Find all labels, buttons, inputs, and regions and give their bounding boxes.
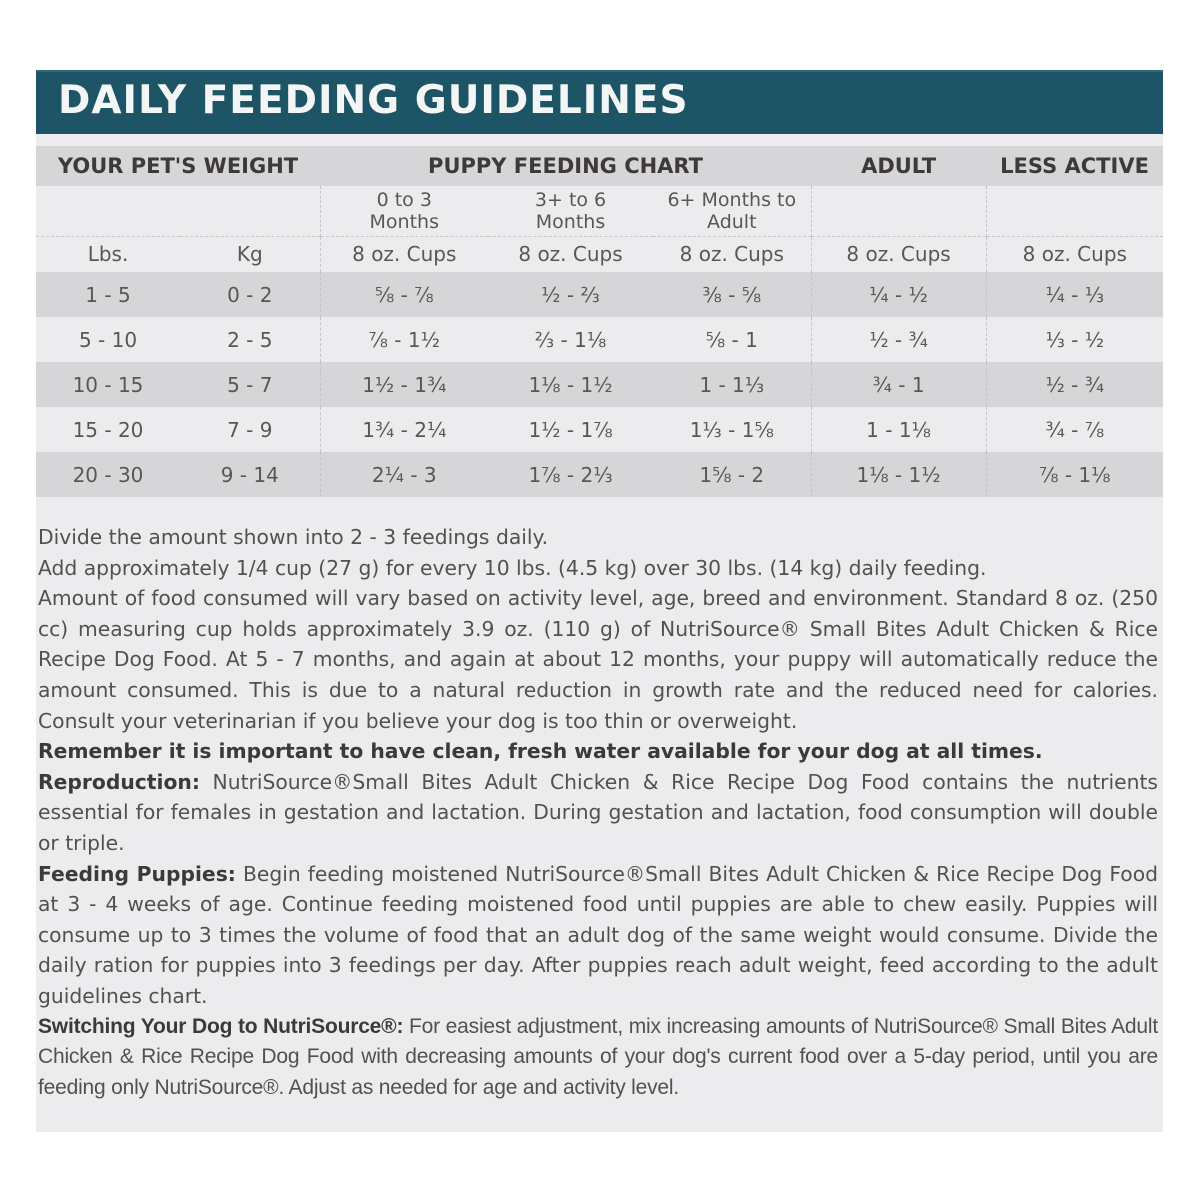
cell-lbs: 10 - 15 [72, 372, 144, 397]
cell-adult: ¾ - 1 [811, 362, 986, 407]
cell-less-active: ⅓ - ½ [986, 317, 1163, 362]
table-unit-row [36, 236, 1163, 272]
title-bar [36, 70, 1163, 134]
cell-less-active: ¾ - ⅞ [986, 407, 1163, 452]
page-title: DAILY FEEDING GUIDELINES [58, 78, 689, 123]
unit-cups: 8 oz. Cups [320, 236, 488, 272]
cell-puppy-3-6: 1⅛ - 1½ [528, 372, 613, 397]
note-feeding-puppies: Feeding Puppies: Begin feeding moistened NutriSource®Small Bites Adult Chicken & Rice Recipe Dog Food at 3 - 4 weeks of age. Continue feeding moistened food until puppies are able to chew easily. Puppies will consume up to 3 times the volume of food that an adult dog of the same weight would consume. Divide the daily ration for puppies into 3 feedings per day. After puppies reach adult weight, feed according to the adult guidelines chart. [38, 861, 1158, 1008]
note-divide: Divide the amount shown into 2 - 3 feedings daily. [38, 525, 549, 549]
subheader-0-to-3-months: 0 to 3 Months [320, 186, 488, 236]
unit-cups: 8 oz. Cups [986, 236, 1163, 272]
table-group-header-row [36, 146, 1163, 186]
cell-kg: 5 - 7 [227, 372, 273, 397]
cell-lbs: 5 - 10 [78, 327, 138, 352]
unit-cups: 8 oz. Cups [811, 236, 986, 272]
feeding-instructions [38, 522, 1158, 1103]
unit-cups: 8 oz. Cups [653, 236, 811, 272]
cell-kg: 2 - 5 [227, 327, 273, 352]
switching-label: Switching Your Dog to NutriSource®: [38, 1014, 404, 1038]
feeding-chart-table [36, 146, 1163, 497]
subheader-3-to-6-months: 3+ to 6 Months [534, 188, 607, 233]
cell-lbs: 20 - 30 [72, 462, 144, 487]
table-row [36, 452, 1163, 497]
subheader-6-months-to-adult: 6+ Months to Adult [667, 188, 797, 233]
cell-puppy-0-3: ⅞ - 1½ [320, 317, 488, 362]
cell-lbs: 15 - 20 [72, 417, 144, 442]
cell-adult: 1⅛ - 1½ [811, 452, 986, 497]
cell-puppy-6-adult: 1 - 1⅓ [699, 372, 765, 397]
cell-puppy-3-6: 1⅞ - 2⅓ [528, 462, 613, 487]
cell-puppy-6-adult: 1⅓ - 1⅝ [689, 417, 774, 442]
unit-kg: Kg [180, 236, 320, 272]
header-pet-weight: YOUR PET'S WEIGHT [57, 154, 299, 178]
feeding-puppies-label: Feeding Puppies: [38, 861, 236, 886]
cell-puppy-0-3: 1½ - 1¾ [320, 362, 488, 407]
header-puppy-feeding-chart: PUPPY FEEDING CHART [428, 154, 703, 178]
note-water: Remember it is important to have clean, fresh water available for your dog at all times. [38, 739, 1043, 764]
cell-puppy-6-adult: ⅜ - ⅝ [702, 282, 762, 307]
cell-lbs: 1 - 5 [85, 282, 131, 307]
cell-less-active: ¼ - ⅓ [986, 272, 1163, 317]
cell-puppy-0-3: 1¾ - 2¼ [320, 407, 488, 452]
cell-adult: ½ - ¾ [811, 317, 986, 362]
cell-puppy-0-3: 2¼ - 3 [320, 452, 488, 497]
note-switching: Switching Your Dog to NutriSource®: For easiest adjustment, mix increasing amounts of NutriSource® Small Bites Adult Chicken & Rice Recipe Dog Food with decreasing amounts of your dog's current food over a 5-day period, until you are feeding only NutriSource®. Adjust as needed for age and activity level. [38, 1014, 1158, 1099]
table-subheader-row [36, 186, 1163, 236]
note-amount: Amount of food consumed will vary based on activity level, age, breed and environment. Standard 8 oz. (250 cc) measuring cup holds approximately 3.9 oz. (110 g) of NutriSource® Small Bites Adult Chicken & Rice Recipe Dog Food. At 5 - 7 months, and again at about 12 months, your puppy will automatically reduce the amount consumed. This is due to a natural reduction in growth rate and the reduced need for calories. Consult your veterinarian if you believe your dog is too thin or overweight. [38, 586, 1158, 733]
cell-adult: 1 - 1⅛ [811, 407, 986, 452]
cell-less-active: ⅞ - 1⅛ [986, 452, 1163, 497]
header-adult: ADULT [861, 154, 937, 178]
unit-cups: 8 oz. Cups [488, 236, 653, 272]
cell-kg: 0 - 2 [227, 282, 273, 307]
note-add: Add approximately 1/4 cup (27 g) for every 10 lbs. (4.5 kg) over 30 lbs. (14 kg) daily feeding. [38, 555, 987, 580]
cell-puppy-0-3: ⅝ - ⅞ [320, 272, 488, 317]
cell-puppy-6-adult: 1⅝ - 2 [699, 462, 765, 487]
header-less-active: LESS ACTIVE [1000, 154, 1149, 178]
cell-adult: ¼ - ½ [811, 272, 986, 317]
cell-kg: 7 - 9 [227, 417, 273, 442]
reproduction-label: Reproduction: [38, 769, 200, 794]
cell-puppy-3-6: ⅔ - 1⅛ [534, 327, 607, 352]
unit-lbs: Lbs. [36, 236, 180, 272]
table-row [36, 317, 1163, 362]
cell-puppy-3-6: 1½ - 1⅞ [528, 417, 613, 442]
table-row [36, 407, 1163, 452]
note-reproduction: Reproduction: NutriSource®Small Bites Adult Chicken & Rice Recipe Dog Food contains the nutrients essential for females in gestation and lactation. During gestation and lactation, food consumption will double or triple. [38, 769, 1158, 855]
cell-less-active: ½ - ¾ [986, 362, 1163, 407]
feeding-guidelines-panel [36, 70, 1163, 1132]
cell-puppy-3-6: ½ - ⅔ [541, 282, 600, 307]
table-row [36, 362, 1163, 407]
table-row [36, 272, 1163, 317]
cell-puppy-6-adult: ⅝ - 1 [705, 327, 758, 352]
cell-kg: 9 - 14 [220, 462, 279, 487]
